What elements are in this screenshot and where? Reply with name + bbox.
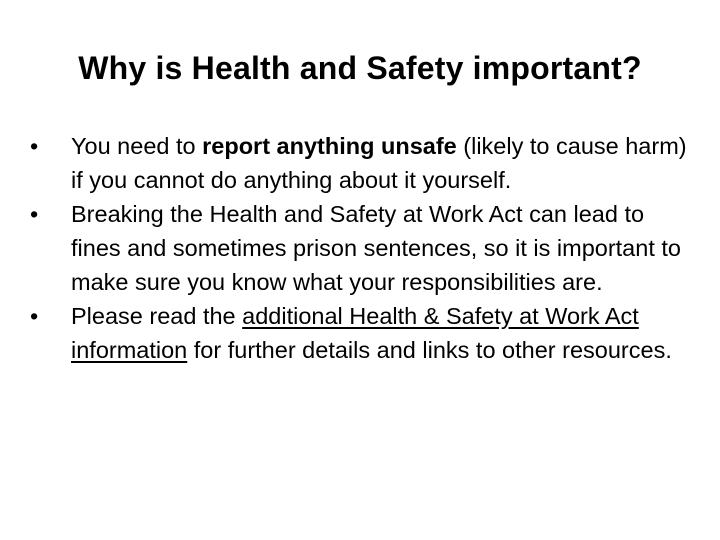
bullet-text-after: (likely to cause harm) if you cannot do anything about it yourself. (71, 133, 687, 193)
bullet-point-icon: • (30, 133, 39, 159)
bullet-text-before: Please read the (71, 303, 243, 329)
bullet-text-after: for further details and links to other resources. (187, 337, 672, 363)
slide-title: Why is Health and Safety important? (78, 50, 642, 86)
bullet-point-icon: • (30, 303, 39, 329)
bullet-item-read-info (30, 299, 690, 367)
bullet-item-breaking-act (30, 197, 690, 299)
bullet-text: Breaking the Health and Safety at Work Act can lead to fines and sometimes prison sentences, so it is important to make sure you know what your responsibilities are. (71, 201, 681, 295)
bullet-bold-text: report anything unsafe (202, 133, 457, 159)
bullet-point-icon: • (30, 201, 39, 227)
additional-info-link[interactable]: additional Health & Safety at Work Act information (71, 303, 639, 363)
bullet-item-report-unsafe (30, 129, 690, 197)
bullet-text-before: You need to (71, 133, 203, 159)
bullet-list (30, 129, 690, 367)
